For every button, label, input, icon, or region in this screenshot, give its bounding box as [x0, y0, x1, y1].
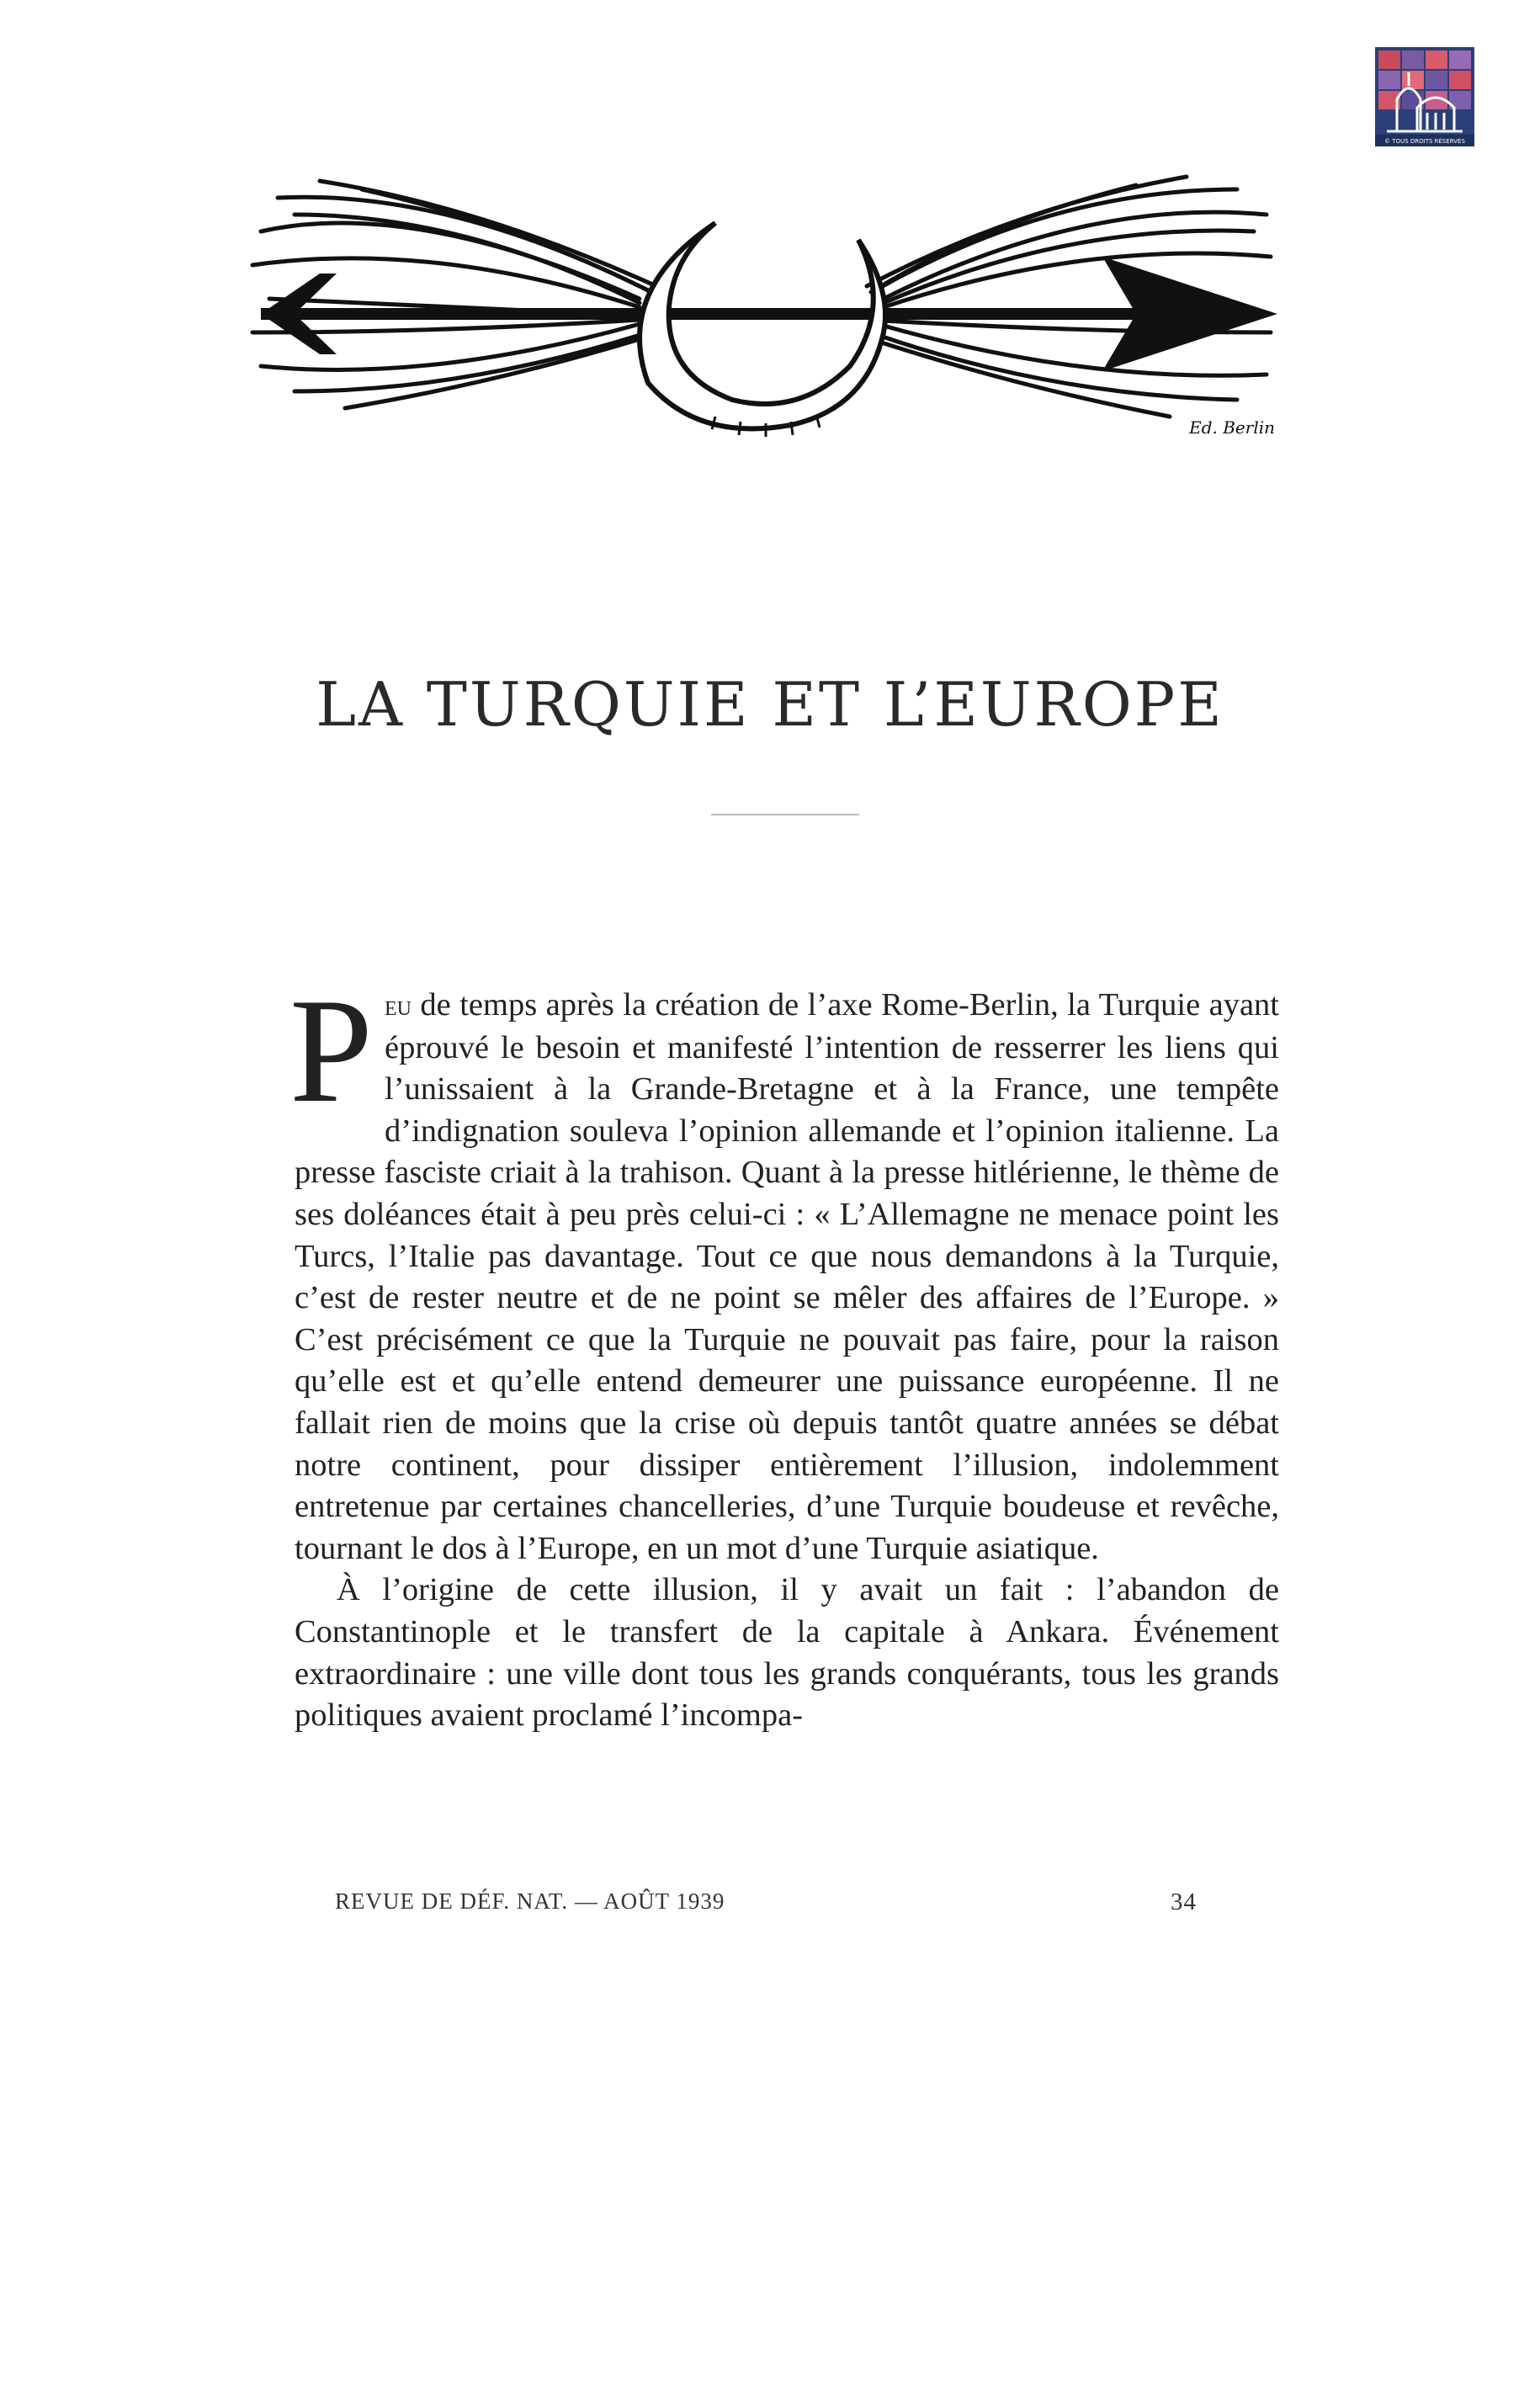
- building-dome-icon: [1375, 47, 1474, 146]
- header-ornament: [244, 164, 1279, 459]
- page-number: 34: [1171, 1888, 1197, 1915]
- article-title: LA TURQUIE ET L’EUROPE: [316, 669, 1224, 740]
- copyright-logo: [1375, 47, 1474, 146]
- ornament-signature: Ed. Berlin: [1189, 417, 1275, 438]
- crescent-arrow-laurel-icon: [244, 164, 1279, 459]
- paragraph-2: À l’origine de cette illusion, il y avait un fait : l’abandon de Constantinople et le transfert de la capitale à Ankara. Événement extraordinaire : une ville dont tous les grands conquérants, tous les grands politiques avaient proclamé l’incompa-: [295, 1572, 1279, 1734]
- first-word-rest: eu: [385, 991, 412, 1022]
- paragraph-1-text: de temps après la création de l’axe Rome-Berlin, la Turquie ayant éprouvé le besoin et manifesté l’intention de resserrer les liens qui l’unissaient à la Grande-Bretagne et à la France, une tempête d’indignation souleva l’opinion allemande et l’opinion italienne. La presse fasciste criait à la trahison. Quant à la presse hitlérienne, le thème de ses doléances était à peu près celui-ci : « L’Allemagne ne menace point les Turcs, l’Italie pas davantage. Tout ce que nous demandons à la Turquie, c’est de rester neutre et de ne point se mêler des affaires de l’Europe. » C’est précisément ce que la Turquie ne pouvait pas faire, pour la raison qu’elle est et qu’elle entend demeurer une puissance européenne. Il ne fallait rien de moins que la crise où depuis tantôt quatre années se débat notre continent, pour dissiper entièrement l’illusion, indolemment entretenue par certaines chancelleries, d’une Turquie boudeuse et revêche, tournant le dos à l’Europe, en un mot d’une Turquie asiatique.: [295, 987, 1279, 1566]
- title-divider: [711, 814, 859, 815]
- drop-cap: P: [289, 967, 373, 1134]
- journal-reference: REVUE DE DÉF. NAT. — AOÛT 1939: [335, 1888, 725, 1914]
- article-body: [289, 967, 1279, 1737]
- paragraph-1: [289, 967, 1279, 1570]
- copyright-caption: © TOUS DROITS RÉSERVÉS: [1384, 138, 1465, 145]
